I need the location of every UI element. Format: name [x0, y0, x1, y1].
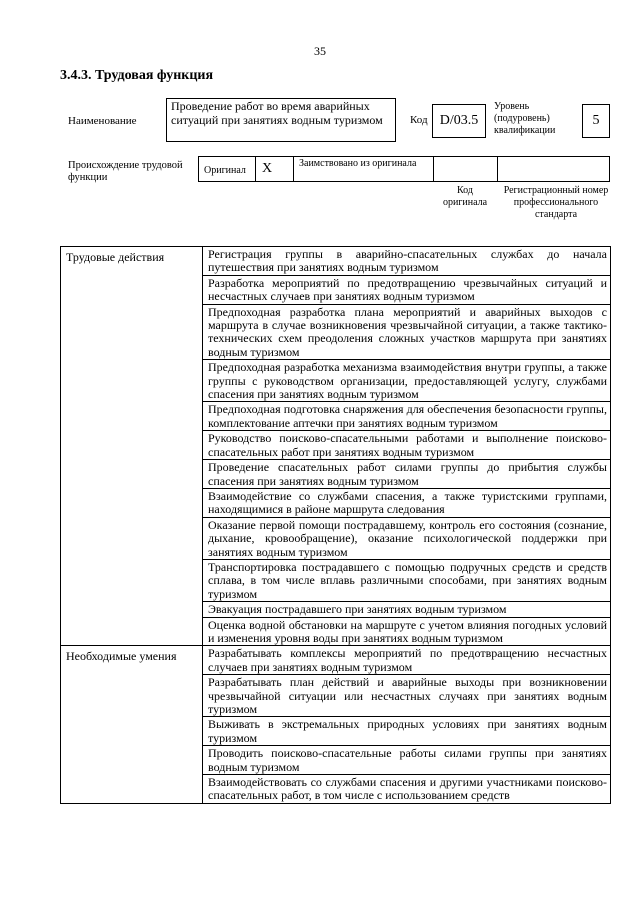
- name-value: Проведение работ во время аварийных ситуаций при занятиях водным туризмом: [171, 99, 383, 127]
- skill-item: Проводить поисково-спасательные работы силами группы при занятиях водным туризмом: [203, 746, 611, 775]
- original-cell: [199, 157, 255, 181]
- level-label: Уровень (подуровень) квалификации: [494, 101, 556, 136]
- labor-action-item: Регистрация группы в аварийно-спасательных службах до начала путешествия при занятиях водным туризмом: [203, 247, 611, 276]
- borrowed-cell: [293, 157, 433, 181]
- level-value: 5: [592, 113, 600, 128]
- labor-action-item: Разработка мероприятий по предотвращению чрезвычайных ситуаций и несчастных случаев при занятиях водным туризмом: [203, 275, 611, 304]
- labor-actions-label: Трудовые действия: [61, 247, 203, 646]
- borrowed-label: Заимствовано из оригинала: [299, 158, 417, 169]
- name-label: Наименование: [68, 115, 137, 127]
- registration-number-cell: [497, 157, 609, 181]
- skills-label: Необходимые умения: [61, 646, 203, 803]
- table-row: [61, 247, 611, 276]
- original-mark: X: [262, 161, 273, 176]
- level-value-box: [582, 104, 610, 138]
- labor-action-item: Руководство поисково-спасательными работами и выполнение поисково-спасательных работ при занятиях водным туризмом: [203, 431, 611, 460]
- skill-item: Выживать в экстремальных природных условиях при занятиях водным туризмом: [203, 717, 611, 746]
- labor-action-item: Предпоходная разработка плана мероприятий и аварийных выходов с маршрута в случае возникновения чрезвычайной ситуации, а также тактико-технических схем преодоления сложных участков маршрута при занятиях водным туризмом: [203, 304, 611, 360]
- original-label: Оригинал: [204, 165, 246, 176]
- skill-item: Разрабатывать комплексы мероприятий по предотвращению несчастных случаев при занятиях водным туризмом: [203, 646, 611, 675]
- labor-action-item: Оценка водной обстановки на маршруте с учетом влияния погодных условий и изменения уровня воды при занятиях водным туризмом: [203, 617, 611, 646]
- origin-label: Происхождение трудовой функции: [68, 160, 183, 183]
- labor-action-item: Предпоходная разработка механизма взаимодействия внутри группы, а также группы с руководством организации, предоставляющей услугу, службами спасения при занятиях водным туризмом: [203, 360, 611, 402]
- labor-action-item: Взаимодействие со службами спасения, а также туристскими группами, находящимися в районе маршрута следования: [203, 488, 611, 517]
- labor-action-item: Эвакуация пострадавшего при занятиях водным туризмом: [203, 602, 611, 617]
- registration-number-caption: Регистрационный номер профессионального стандарта: [503, 185, 609, 220]
- skill-item: Разрабатывать план действий и аварийные выходы при возникновении чрезвычайной ситуации или несчастных случаях при занятиях водным туризмом: [203, 675, 611, 717]
- section-title: 3.4.3. Трудовая функция: [60, 68, 214, 83]
- original-code-cell: [433, 157, 497, 181]
- page-number: 35: [314, 44, 326, 58]
- code-value: D/03.5: [439, 113, 479, 128]
- skill-item: Взаимодействовать со службами спасения и другими участниками поисково-спасательных работ, в том числе с использованием средств: [203, 775, 611, 804]
- original-code-caption: Код оригинала: [442, 185, 488, 208]
- original-mark-cell: [255, 157, 293, 181]
- labor-action-item: Предпоходная подготовка снаряжения для обеспечения безопасности группы, комплектование аптечки при занятиях водным туризмом: [203, 402, 611, 431]
- table-row: [61, 646, 611, 675]
- labor-action-item: Оказание первой помощи пострадавшему, контроль его состояния (сознание, дыхание, кровообращение), оказание психологической поддержки при занятиях водным туризмом: [203, 517, 611, 559]
- code-value-box: [432, 104, 486, 138]
- labor-function-table: [60, 246, 611, 804]
- origin-row: [198, 156, 610, 182]
- code-label: Код: [410, 114, 428, 126]
- name-value-box: [166, 98, 396, 142]
- labor-action-item: Транспортировка пострадавшего с помощью подручных средств и средств сплава, в том числе вплавь различными способами, при занятиях водным туризмом: [203, 559, 611, 601]
- labor-action-item: Проведение спасательных работ силами группы до прибытия службы спасения при занятиях водным туризмом: [203, 460, 611, 489]
